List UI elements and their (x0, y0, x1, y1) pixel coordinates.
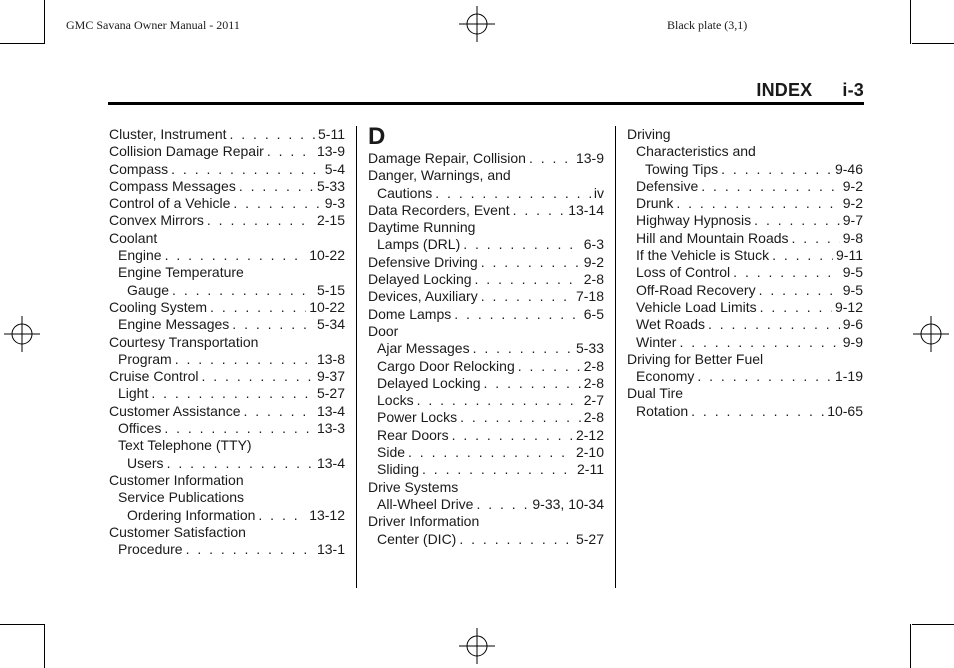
leader-dots (459, 531, 573, 548)
index-entry (109, 230, 345, 247)
leader-dots (239, 178, 314, 195)
leader-dots (475, 271, 581, 288)
index-entry (368, 444, 604, 461)
entry-text: Lamps (DRL) (377, 236, 461, 253)
entry-text: Rear Doors (377, 426, 449, 443)
index-entry (368, 254, 604, 271)
leader-dots (452, 427, 573, 444)
index-entry (109, 334, 345, 351)
entry-text: Loss of Control (636, 264, 731, 281)
entry-page-ref: 13-12 (309, 506, 345, 523)
leader-dots (697, 368, 832, 385)
index-entry (627, 178, 863, 195)
leader-dots (754, 212, 840, 229)
entry-text: Light (118, 385, 149, 402)
index-entry (627, 247, 863, 264)
entry-page-ref: 13-1 (316, 541, 345, 558)
entry-page-ref: 9-12 (834, 298, 863, 315)
leader-dots (721, 161, 832, 178)
entry-text: Defensive Driving (368, 253, 478, 270)
entry-page-ref: 10-65 (827, 402, 863, 419)
entry-page-ref: 5-34 (316, 316, 345, 333)
entry-page-ref: 13-9 (575, 150, 604, 166)
entry-page-ref: 9-2 (583, 253, 604, 270)
entry-page-ref: 9-5 (842, 281, 863, 298)
crop-mark-top-left-v (44, 0, 45, 44)
entry-page-ref: 2-8 (583, 374, 604, 391)
entry-page-ref: 10-22 (309, 298, 345, 315)
entry-text: Driving for Better Fuel (627, 350, 764, 367)
entry-text: Offices (118, 420, 162, 437)
index-entry (368, 513, 604, 530)
index-entry (109, 351, 345, 368)
leader-dots (417, 392, 581, 409)
entry-text: Danger, Warnings, and (368, 167, 511, 184)
entry-text: Locks (377, 392, 414, 409)
entry-page-ref: 13-4 (316, 454, 345, 471)
index-entry (109, 524, 345, 541)
index-column-2 (368, 123, 604, 548)
leader-dots (518, 358, 581, 375)
index-entry (109, 541, 345, 558)
entry-page-ref: 13-4 (316, 402, 345, 419)
index-entry (109, 299, 345, 316)
entry-text: If the Vehicle is Stuck (636, 247, 770, 264)
index-column-3 (627, 126, 863, 420)
index-entry (109, 212, 345, 229)
leader-dots (422, 461, 574, 478)
entry-text: Convex Mirrors (109, 212, 204, 229)
entry-text: Engine Messages (118, 316, 230, 333)
entry-text: Damage Repair, Collision (368, 150, 526, 166)
index-entry (368, 427, 604, 444)
entry-text: Delayed Locking (368, 271, 472, 288)
index-entry (368, 167, 604, 184)
entry-page-ref: 5-11 (318, 126, 345, 142)
plate-left-text: GMC Savana Owner Manual - 2011 (66, 18, 240, 32)
entry-text: Delayed Locking (377, 374, 481, 391)
leader-dots (792, 230, 840, 247)
index-entry (627, 334, 863, 351)
entry-text: Service Publications (118, 489, 245, 506)
index-entry (109, 247, 345, 264)
leader-dots (463, 236, 581, 253)
entry-text: Wet Roads (636, 316, 705, 333)
leader-dots (244, 403, 314, 420)
index-entry (109, 455, 345, 472)
entry-text: Coolant (109, 229, 158, 246)
entry-page-ref: 1-19 (834, 368, 863, 385)
index-entry (627, 161, 863, 178)
index-entry (627, 368, 863, 385)
leader-dots (175, 351, 314, 368)
crop-mark-bottom-right-v (910, 624, 911, 668)
index-entry (368, 271, 604, 288)
entry-page-ref: 9-46 (834, 160, 863, 177)
entry-text: Control of a Vehicle (109, 195, 231, 212)
entry-page-ref: 9-33, 10-34 (532, 495, 604, 512)
leader-dots (481, 288, 573, 305)
entry-text: Customer Information (109, 471, 244, 488)
registration-mark-bottom (459, 628, 495, 664)
entry-text: Program (118, 350, 172, 367)
leader-dots (454, 306, 581, 323)
entry-text: Driving (627, 126, 671, 142)
leader-dots (210, 299, 306, 316)
entry-page-ref: 9-37 (316, 368, 345, 385)
index-entry (109, 161, 345, 178)
index-entry (109, 316, 345, 333)
entry-text: Off-Road Recovery (636, 281, 756, 298)
index-entry (627, 282, 863, 299)
leader-dots (772, 247, 833, 264)
crop-mark-bottom-right-h (912, 624, 954, 625)
crop-mark-bottom-left-h (0, 624, 44, 625)
index-entry (368, 358, 604, 375)
entry-page-ref: 2-12 (575, 426, 604, 443)
index-entry (109, 437, 345, 454)
entry-text: Door (368, 322, 399, 339)
index-entry (368, 236, 604, 253)
index-entry (368, 340, 604, 357)
entry-page-ref: 9-7 (842, 212, 863, 229)
index-entry (627, 264, 863, 281)
index-entry (627, 385, 863, 402)
entry-text: Drunk (636, 195, 674, 212)
entry-text: Ajar Messages (377, 340, 470, 357)
index-entry (368, 323, 604, 340)
leader-dots (164, 420, 314, 437)
entry-text: Devices, Auxiliary (368, 288, 478, 305)
entry-text: Dual Tire (627, 385, 684, 402)
leader-dots (232, 316, 314, 333)
entry-text: Users (127, 454, 164, 471)
section-name: INDEX (756, 80, 813, 100)
leader-dots (676, 195, 839, 212)
entry-page-ref: 5-4 (324, 160, 345, 177)
index-entry (109, 264, 345, 281)
index-entry (368, 496, 604, 513)
leader-dots (151, 385, 314, 402)
entry-text: Data Recorders, Event (368, 201, 510, 218)
leader-dots (165, 247, 307, 264)
entry-text: Driver Information (368, 513, 480, 530)
entry-text: Towing Tips (645, 160, 719, 177)
leader-dots (408, 444, 573, 461)
entry-text: Cruise Control (109, 368, 199, 385)
entry-page-ref: 2-7 (583, 392, 604, 409)
entry-text: Dome Lamps (368, 305, 452, 322)
crop-mark-top-right-h (912, 43, 954, 44)
entry-text: Economy (636, 368, 695, 385)
header-title (756, 80, 864, 101)
entry-text: Engine Temperature (118, 264, 244, 281)
index-entry (627, 143, 863, 160)
entry-page-ref: 6-5 (583, 305, 604, 322)
column-divider-2 (615, 126, 616, 588)
index-entry (627, 316, 863, 333)
leader-dots (258, 507, 306, 524)
entry-text: Customer Assistance (109, 402, 241, 419)
entry-page-ref: 9-2 (842, 177, 863, 194)
crop-mark-top-right-v (910, 0, 911, 44)
entry-page-ref: 2-10 (575, 444, 604, 461)
entry-text: Collision Damage Repair (109, 143, 264, 160)
entry-text: Cargo Door Relocking (377, 357, 515, 374)
entry-text: Customer Satisfaction (109, 523, 246, 540)
index-entry (368, 202, 604, 219)
registration-mark-top (459, 6, 495, 42)
entry-page-ref: 5-27 (575, 530, 604, 547)
entry-text: Drive Systems (368, 478, 459, 495)
entry-text: Gauge (127, 281, 170, 298)
entry-page-ref: iv (593, 184, 604, 201)
index-entry (368, 392, 604, 409)
entry-text: Highway Hypnosis (636, 212, 752, 229)
index-entry (627, 230, 863, 247)
index-entry (109, 126, 345, 143)
leader-dots (473, 340, 573, 357)
index-entry (627, 212, 863, 229)
index-entry (627, 403, 863, 420)
entry-page-ref: 5-33 (316, 177, 345, 194)
index-entry (627, 299, 863, 316)
entry-text: Courtesy Transportation (109, 333, 259, 350)
plate-right-text: Black plate (3,1) (667, 18, 748, 32)
index-entry (109, 403, 345, 420)
index-entry (368, 375, 604, 392)
entry-page-ref: 2-8 (583, 357, 604, 374)
index-entry (368, 288, 604, 305)
leader-dots (460, 409, 581, 426)
leader-dots (435, 185, 591, 202)
leader-dots (201, 368, 313, 385)
entry-page-ref: 13-9 (316, 143, 345, 160)
entry-text: Defensive (636, 177, 699, 194)
leader-dots (760, 299, 832, 316)
index-entry (368, 219, 604, 236)
index-entry (109, 282, 345, 299)
entry-page-ref: 2-8 (583, 271, 604, 288)
entry-text: Daytime Running (368, 219, 476, 236)
entry-page-ref: 5-15 (316, 281, 345, 298)
index-entry (109, 143, 345, 160)
entry-text: Text Telephone (TTY) (118, 437, 252, 454)
leader-dots (186, 541, 314, 558)
entry-text: Winter (636, 333, 677, 350)
entry-page-ref: 9-5 (842, 264, 863, 281)
leader-dots (708, 316, 840, 333)
entry-page-ref: 10-22 (309, 247, 345, 264)
entry-text: Procedure (118, 541, 183, 558)
index-entry (109, 507, 345, 524)
index-entry (368, 306, 604, 323)
index-entry (627, 195, 863, 212)
entry-page-ref: 9-3 (324, 195, 345, 212)
leader-dots (733, 264, 840, 281)
entry-text: Cooling System (109, 298, 208, 315)
page-number: i-3 (842, 80, 864, 100)
entry-text: Compass Messages (109, 177, 236, 194)
index-entry (368, 531, 604, 548)
entry-page-ref: 6-3 (583, 236, 604, 253)
entry-text: Characteristics and (636, 143, 756, 160)
entry-page-ref: 9-11 (836, 247, 863, 264)
entry-text: Compass (109, 160, 169, 177)
leader-dots (529, 150, 573, 167)
index-entry (368, 150, 604, 167)
registration-mark-right (913, 316, 949, 352)
index-column-1 (109, 126, 345, 558)
index-entry (109, 420, 345, 437)
leader-dots (481, 254, 581, 271)
leader-dots (171, 161, 322, 178)
entry-page-ref: 13-14 (568, 201, 604, 218)
leader-dots (230, 126, 316, 143)
entry-page-ref: 5-33 (575, 340, 604, 357)
index-entry (109, 195, 345, 212)
leader-dots (267, 143, 314, 160)
letter-heading: D (368, 123, 386, 150)
entry-text: Cautions (377, 184, 433, 201)
entry-text: Hill and Mountain Roads (636, 229, 789, 246)
index-entry (109, 489, 345, 506)
entry-text: Cluster, Instrument (109, 126, 227, 142)
leader-dots (513, 202, 566, 219)
leader-dots (172, 282, 314, 299)
index-entry (109, 368, 345, 385)
entry-text: Engine (118, 247, 162, 264)
leader-dots (759, 282, 840, 299)
registration-mark-left (4, 316, 40, 352)
entry-text: All-Wheel Drive (377, 495, 474, 512)
leader-dots (679, 334, 839, 351)
crop-mark-top-left-h (0, 43, 44, 44)
index-entry (627, 126, 863, 143)
leader-dots (233, 195, 321, 212)
entry-page-ref: 9-9 (842, 333, 863, 350)
entry-page-ref: 2-8 (583, 409, 604, 426)
entry-page-ref: 13-8 (316, 350, 345, 367)
index-entry (368, 461, 604, 478)
leader-dots (207, 212, 314, 229)
index-entry (109, 472, 345, 489)
leader-dots (476, 496, 529, 513)
leader-dots (691, 403, 824, 420)
entry-page-ref: 9-8 (842, 229, 863, 246)
entry-text: Sliding (377, 461, 420, 478)
header-rule (108, 102, 864, 105)
index-entry (627, 351, 863, 368)
entry-page-ref: 9-6 (842, 316, 863, 333)
index-entry (109, 385, 345, 402)
entry-page-ref: 13-3 (316, 420, 345, 437)
entry-text: Rotation (636, 402, 689, 419)
entry-text: Ordering Information (127, 506, 256, 523)
column-divider-1 (356, 126, 357, 588)
entry-text: Center (DIC) (377, 530, 457, 547)
leader-dots (701, 178, 840, 195)
entry-text: Power Locks (377, 409, 458, 426)
entry-page-ref: 5-27 (316, 385, 345, 402)
entry-page-ref: 2-15 (316, 212, 345, 229)
index-entry (109, 178, 345, 195)
index-entry (368, 409, 604, 426)
entry-page-ref: 7-18 (575, 288, 604, 305)
leader-dots (484, 375, 581, 392)
entry-text: Vehicle Load Limits (636, 298, 757, 315)
entry-page-ref: 9-2 (842, 195, 863, 212)
index-entry (368, 185, 604, 202)
entry-text: Side (377, 444, 406, 461)
leader-dots (167, 455, 314, 472)
entry-page-ref: 2-11 (577, 461, 604, 478)
crop-mark-bottom-left-v (44, 624, 45, 668)
index-entry (368, 479, 604, 496)
